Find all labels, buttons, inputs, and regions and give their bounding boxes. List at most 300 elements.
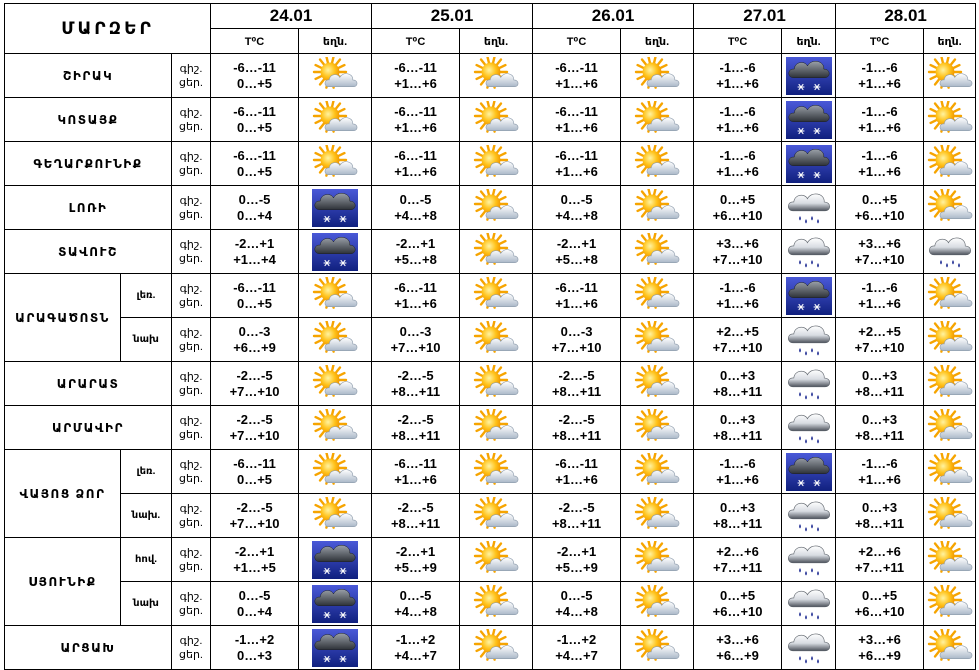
time-of-day-labels: [172, 274, 211, 318]
night-temperature: +3…+6: [858, 631, 901, 647]
night-temperature: -6…-11: [233, 279, 276, 295]
weather-cell: [299, 318, 372, 362]
day-temperature: +7…+10: [229, 427, 280, 443]
rain-cloud-icon: [786, 189, 832, 227]
weather-column-header: եղն.: [621, 29, 694, 54]
temperature-cell: [211, 230, 299, 274]
rain-cloud-icon: [786, 497, 832, 535]
night-temperature: -2…-5: [397, 367, 434, 383]
day-label: ցեր.: [179, 120, 203, 133]
partly-cloudy-sun-icon: [634, 585, 680, 623]
night-temperature: -2…+1: [395, 543, 436, 559]
night-temperature: -1…-6: [719, 147, 756, 163]
temperature-cell: [372, 406, 460, 450]
weather-cell: [782, 538, 836, 582]
region-name: ՇԻՐԱԿ: [5, 54, 172, 98]
time-of-day-labels: [172, 186, 211, 230]
temperature-cell: [211, 538, 299, 582]
table-row: [5, 362, 976, 406]
day-temperature: +4…+7: [555, 647, 598, 663]
weather-column-header: եղն.: [782, 29, 836, 54]
partly-cloudy-sun-icon: [473, 541, 519, 579]
night-temperature: -6…-11: [394, 103, 437, 119]
weather-cell: [460, 582, 533, 626]
snow-cloud-icon: [312, 541, 358, 579]
region-name: ՏԱՎՈՒՇ: [5, 230, 172, 274]
region-name: ԱՐՄԱՎԻՐ: [5, 406, 172, 450]
weather-column-header: եղն.: [924, 29, 976, 54]
weather-cell: [924, 450, 976, 494]
day-temperature: +5…+9: [394, 559, 437, 575]
weather-cell: [924, 406, 976, 450]
temperature-cell: [694, 54, 782, 98]
temperature-cell: [533, 54, 621, 98]
table-row: [5, 186, 976, 230]
time-of-day-labels: [172, 142, 211, 186]
table-row: [5, 230, 976, 274]
weather-cell: [782, 142, 836, 186]
rain-cloud-icon: [927, 233, 973, 271]
day-temperature: +1…+6: [394, 75, 437, 91]
weather-column-header: եղն.: [299, 29, 372, 54]
weather-cell: [299, 538, 372, 582]
table-row: [5, 98, 976, 142]
night-temperature: +2…+6: [858, 543, 901, 559]
night-temperature: -6…-11: [233, 103, 276, 119]
partly-cloudy-sun-icon: [312, 277, 358, 315]
day-temperature: +4…+8: [394, 207, 437, 223]
temperature-cell: [694, 230, 782, 274]
partly-cloudy-sun-icon: [473, 101, 519, 139]
partly-cloudy-sun-icon: [634, 233, 680, 271]
day-temperature: +8…+11: [551, 427, 602, 443]
weather-cell: [460, 186, 533, 230]
subregion-name: նախ: [121, 318, 172, 362]
partly-cloudy-sun-icon: [634, 145, 680, 183]
temperature-cell: [211, 450, 299, 494]
temperature-cell: [836, 142, 924, 186]
night-temperature: -6…-11: [555, 455, 598, 471]
temperature-cell: [372, 274, 460, 318]
region-name: ԿՈՏԱՅՔ: [5, 98, 172, 142]
night-temperature: -2…-5: [397, 499, 434, 515]
time-of-day-labels: [172, 538, 211, 582]
table-row: [5, 142, 976, 186]
day-temperature: 0…+4: [236, 603, 273, 619]
temperature-cell: [836, 406, 924, 450]
forecast-table: [4, 3, 976, 670]
temperature-cell: [533, 450, 621, 494]
day-temperature: +4…+8: [394, 603, 437, 619]
day-label: ցեր.: [179, 428, 203, 441]
partly-cloudy-sun-icon: [312, 365, 358, 403]
partly-cloudy-sun-icon: [634, 365, 680, 403]
night-label: գիշ.: [179, 326, 203, 339]
weather-cell: [460, 494, 533, 538]
day-temperature: +6…+10: [854, 603, 905, 619]
region-name: ԱՐԱԳԱԾՈՏՆ: [5, 274, 121, 362]
weather-cell: [782, 626, 836, 670]
weather-cell: [460, 54, 533, 98]
temperature-cell: [372, 538, 460, 582]
temperature-cell: [533, 538, 621, 582]
night-temperature: -2…+1: [234, 543, 275, 559]
day-temperature: +1…+6: [858, 75, 901, 91]
table-row: [5, 274, 976, 318]
weather-cell: [621, 538, 694, 582]
night-temperature: 0…-5: [399, 191, 432, 207]
night-label: գիշ.: [179, 590, 203, 603]
day-temperature: +1…+6: [858, 119, 901, 135]
temperature-cell: [694, 538, 782, 582]
weather-cell: [782, 318, 836, 362]
rain-cloud-icon: [786, 321, 832, 359]
day-temperature: +1…+6: [394, 471, 437, 487]
night-temperature: -2…-5: [558, 411, 595, 427]
day-temperature: +4…+8: [555, 207, 598, 223]
rain-cloud-icon: [786, 365, 832, 403]
day-temperature: +1…+6: [716, 471, 759, 487]
temperature-cell: [694, 582, 782, 626]
partly-cloudy-sun-icon: [634, 101, 680, 139]
weather-cell: [299, 142, 372, 186]
time-of-day-labels: [172, 98, 211, 142]
night-temperature: -1…-6: [719, 279, 756, 295]
temperature-cell: [694, 186, 782, 230]
partly-cloudy-sun-icon: [927, 629, 973, 667]
weather-cell: [460, 362, 533, 406]
partly-cloudy-sun-icon: [473, 585, 519, 623]
night-temperature: -1…-6: [861, 455, 898, 471]
weather-cell: [460, 98, 533, 142]
partly-cloudy-sun-icon: [634, 497, 680, 535]
temperature-cell: [211, 142, 299, 186]
temperature-cell: [211, 98, 299, 142]
day-temperature: +1…+6: [394, 295, 437, 311]
day-temperature: 0…+4: [236, 207, 273, 223]
night-temperature: 0…-5: [238, 191, 271, 207]
day-temperature: 0…+5: [236, 295, 273, 311]
weather-cell: [299, 98, 372, 142]
partly-cloudy-sun-icon: [927, 497, 973, 535]
table-row: [5, 406, 976, 450]
day-temperature: +8…+11: [855, 427, 905, 443]
day-temperature: +7…+10: [551, 339, 602, 355]
temperature-cell: [372, 362, 460, 406]
partly-cloudy-sun-icon: [473, 453, 519, 491]
partly-cloudy-sun-icon: [473, 57, 519, 95]
temperature-cell: [836, 274, 924, 318]
time-of-day-labels: [172, 450, 211, 494]
weather-cell: [299, 186, 372, 230]
night-temperature: 0…+3: [862, 499, 898, 515]
temperature-cell: [836, 186, 924, 230]
day-temperature: +6…+10: [712, 603, 763, 619]
day-label: ցեր.: [179, 208, 203, 221]
temperature-cell: [211, 582, 299, 626]
table-row: [5, 54, 976, 98]
night-temperature: -1…+2: [234, 631, 275, 647]
weather-cell: [460, 626, 533, 670]
temperature-cell: [836, 230, 924, 274]
day-temperature: +1…+6: [716, 163, 759, 179]
partly-cloudy-sun-icon: [927, 585, 973, 623]
day-label: ցեր.: [179, 648, 203, 661]
day-temperature: +7…+10: [229, 515, 280, 531]
day-temperature: +1…+6: [716, 75, 759, 91]
night-temperature: 0…+5: [862, 587, 898, 603]
weather-cell: [924, 98, 976, 142]
day-label: ցեր.: [179, 296, 203, 309]
partly-cloudy-sun-icon: [927, 541, 973, 579]
temperature-cell: [694, 362, 782, 406]
partly-cloudy-sun-icon: [312, 321, 358, 359]
partly-cloudy-sun-icon: [312, 409, 358, 447]
temperature-cell: [372, 54, 460, 98]
night-label: գիշ.: [179, 634, 203, 647]
night-temperature: -6…-11: [555, 147, 598, 163]
day-label: ցեր.: [179, 516, 203, 529]
night-temperature: +3…+6: [716, 631, 759, 647]
weather-cell: [782, 186, 836, 230]
temperature-cell: [533, 626, 621, 670]
weather-cell: [924, 230, 976, 274]
day-temperature: +7…+10: [390, 339, 441, 355]
night-temperature: 0…-5: [560, 587, 593, 603]
night-temperature: -6…-11: [394, 279, 437, 295]
partly-cloudy-sun-icon: [473, 321, 519, 359]
partly-cloudy-sun-icon: [927, 453, 973, 491]
subregion-name: լեռ.: [121, 274, 172, 318]
weather-cell: [299, 582, 372, 626]
temperature-cell: [533, 274, 621, 318]
partly-cloudy-sun-icon: [634, 189, 680, 227]
night-temperature: -1…-6: [719, 59, 756, 75]
weather-cell: [621, 626, 694, 670]
rain-cloud-icon: [786, 541, 832, 579]
night-label: գիշ.: [179, 282, 203, 295]
day-temperature: +1…+6: [858, 471, 901, 487]
night-label: գիշ.: [179, 106, 203, 119]
weather-cell: [924, 186, 976, 230]
day-temperature: +7…+10: [712, 339, 763, 355]
weather-cell: [924, 582, 976, 626]
temperature-cell: [211, 186, 299, 230]
date-header: 28.01: [836, 4, 976, 29]
day-temperature: +1…+6: [716, 295, 759, 311]
partly-cloudy-sun-icon: [473, 277, 519, 315]
night-temperature: -6…-11: [555, 103, 598, 119]
temperature-cell: [533, 582, 621, 626]
day-temperature: +1…+6: [716, 119, 759, 135]
night-temperature: 0…+5: [862, 191, 898, 207]
temperature-column-header: T⁰C: [372, 29, 460, 54]
day-temperature: +1…+4: [233, 251, 276, 267]
weather-cell: [621, 450, 694, 494]
temperature-cell: [836, 54, 924, 98]
night-temperature: -2…-5: [236, 367, 273, 383]
partly-cloudy-sun-icon: [634, 57, 680, 95]
day-temperature: +8…+11: [390, 515, 441, 531]
partly-cloudy-sun-icon: [312, 101, 358, 139]
time-of-day-labels: [172, 54, 211, 98]
temperature-cell: [372, 230, 460, 274]
temperature-cell: [694, 626, 782, 670]
region-name: ԼՈՌԻ: [5, 186, 172, 230]
night-temperature: -2…-5: [236, 499, 273, 515]
day-temperature: +1…+6: [555, 163, 598, 179]
partly-cloudy-sun-icon: [312, 57, 358, 95]
time-of-day-labels: [172, 318, 211, 362]
night-temperature: 0…+3: [862, 411, 898, 427]
region-name: ՍՅՈՒՆԻՔ: [5, 538, 121, 626]
snow-cloud-icon: [312, 233, 358, 271]
weather-cell: [924, 318, 976, 362]
time-of-day-labels: [172, 406, 211, 450]
snow-cloud-icon: [312, 189, 358, 227]
temperature-cell: [533, 406, 621, 450]
night-temperature: 0…-3: [399, 323, 432, 339]
night-temperature: 0…-5: [399, 587, 432, 603]
day-temperature: +1…+6: [858, 295, 901, 311]
weather-cell: [621, 186, 694, 230]
day-temperature: +7…+10: [854, 339, 905, 355]
day-temperature: +1…+6: [555, 75, 598, 91]
time-of-day-labels: [172, 230, 211, 274]
night-temperature: +2…+5: [858, 323, 901, 339]
temperature-cell: [372, 494, 460, 538]
night-temperature: -2…+1: [395, 235, 436, 251]
day-temperature: +6…+10: [854, 207, 905, 223]
day-temperature: +7…+10: [712, 251, 763, 267]
day-label: ցեր.: [179, 76, 203, 89]
temperature-cell: [836, 494, 924, 538]
night-temperature: -1…-6: [861, 147, 898, 163]
date-header: 25.01: [372, 4, 533, 29]
weather-cell: [621, 582, 694, 626]
day-temperature: +8…+11: [855, 515, 905, 531]
day-temperature: +4…+7: [394, 647, 437, 663]
night-temperature: -1…-6: [719, 103, 756, 119]
night-temperature: +3…+6: [858, 235, 901, 251]
partly-cloudy-sun-icon: [312, 145, 358, 183]
partly-cloudy-sun-icon: [634, 409, 680, 447]
day-temperature: +8…+11: [712, 383, 763, 399]
weather-cell: [621, 54, 694, 98]
weather-cell: [782, 582, 836, 626]
weather-cell: [621, 494, 694, 538]
date-header: 27.01: [694, 4, 836, 29]
partly-cloudy-sun-icon: [634, 453, 680, 491]
night-temperature: -2…-5: [558, 367, 595, 383]
day-temperature: +1…+6: [555, 295, 598, 311]
night-temperature: -6…-11: [394, 455, 437, 471]
weather-cell: [782, 274, 836, 318]
temperature-cell: [533, 142, 621, 186]
snow-cloud-icon: [786, 453, 832, 491]
night-temperature: -6…-11: [555, 279, 598, 295]
day-temperature: 0…+5: [236, 163, 273, 179]
region-name: ՎԱՅՈՑ ՁՈՐ: [5, 450, 121, 538]
table-row: [5, 582, 976, 626]
day-temperature: +8…+11: [390, 383, 441, 399]
partly-cloudy-sun-icon: [312, 453, 358, 491]
snow-cloud-icon: [786, 57, 832, 95]
snow-cloud-icon: [312, 629, 358, 667]
partly-cloudy-sun-icon: [634, 277, 680, 315]
subregion-name: նախ: [121, 582, 172, 626]
time-of-day-labels: [172, 494, 211, 538]
weather-cell: [621, 318, 694, 362]
night-temperature: -1…-6: [861, 279, 898, 295]
partly-cloudy-sun-icon: [927, 321, 973, 359]
day-label: ցեր.: [179, 340, 203, 353]
partly-cloudy-sun-icon: [927, 277, 973, 315]
snow-cloud-icon: [786, 101, 832, 139]
day-temperature: +8…+11: [855, 383, 905, 399]
region-name: ԱՐԱՐԱՏ: [5, 362, 172, 406]
weather-cell: [299, 274, 372, 318]
day-temperature: +5…+8: [394, 251, 437, 267]
night-temperature: 0…-5: [560, 191, 593, 207]
temperature-cell: [694, 406, 782, 450]
night-temperature: -1…-6: [861, 59, 898, 75]
weather-cell: [460, 230, 533, 274]
temperature-cell: [211, 494, 299, 538]
partly-cloudy-sun-icon: [312, 497, 358, 535]
night-temperature: -6…-11: [233, 455, 276, 471]
table-row: [5, 450, 976, 494]
partly-cloudy-sun-icon: [473, 189, 519, 227]
temperature-cell: [372, 186, 460, 230]
day-temperature: +1…+6: [555, 471, 598, 487]
rain-cloud-icon: [786, 585, 832, 623]
day-temperature: +5…+8: [555, 251, 598, 267]
night-label: գիշ.: [179, 238, 203, 251]
temperature-cell: [533, 98, 621, 142]
weather-cell: [782, 230, 836, 274]
partly-cloudy-sun-icon: [927, 365, 973, 403]
day-temperature: +8…+11: [712, 515, 763, 531]
partly-cloudy-sun-icon: [473, 233, 519, 271]
night-temperature: +2…+6: [716, 543, 759, 559]
day-temperature: +4…+8: [555, 603, 598, 619]
temperature-cell: [836, 318, 924, 362]
day-temperature: 0…+5: [236, 75, 273, 91]
weather-cell: [299, 626, 372, 670]
weather-cell: [621, 362, 694, 406]
partly-cloudy-sun-icon: [473, 145, 519, 183]
weather-cell: [621, 230, 694, 274]
night-temperature: -6…-11: [233, 59, 276, 75]
weather-cell: [924, 274, 976, 318]
partly-cloudy-sun-icon: [473, 497, 519, 535]
day-temperature: +7…+11: [712, 559, 763, 575]
night-temperature: -2…+1: [556, 543, 597, 559]
night-temperature: 0…+5: [720, 191, 756, 207]
night-label: գիշ.: [179, 62, 203, 75]
night-temperature: -6…-11: [394, 147, 437, 163]
table-row: [5, 494, 976, 538]
night-temperature: 0…-5: [238, 587, 271, 603]
weather-cell: [621, 406, 694, 450]
temperature-cell: [694, 494, 782, 538]
day-temperature: 0…+5: [236, 471, 273, 487]
night-temperature: -2…-5: [236, 411, 273, 427]
day-temperature: +6…+9: [233, 339, 276, 355]
weather-cell: [460, 274, 533, 318]
snow-cloud-icon: [312, 585, 358, 623]
